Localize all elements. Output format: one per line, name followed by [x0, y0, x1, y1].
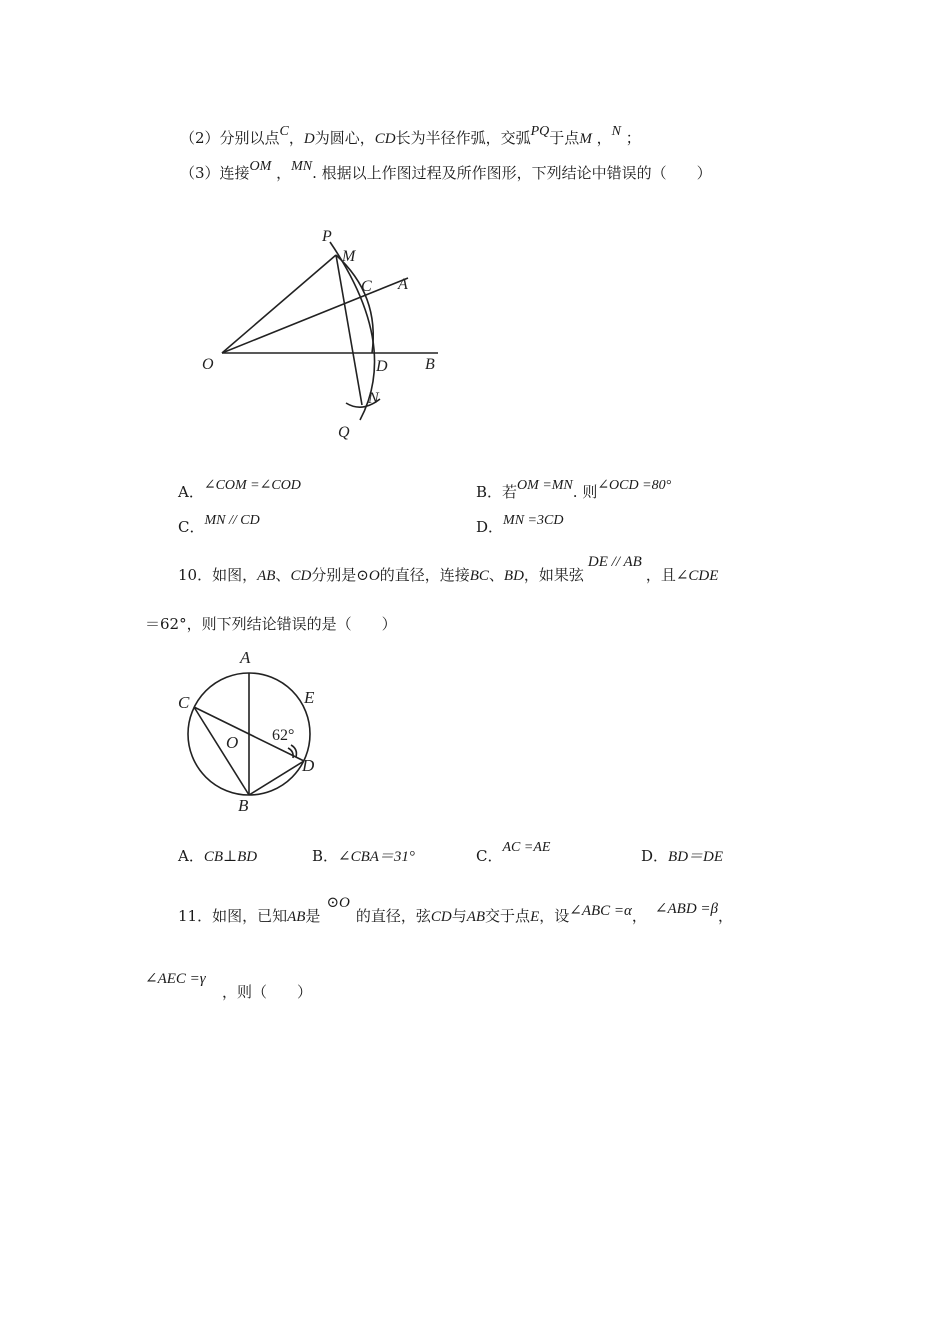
- label-B: B: [425, 356, 435, 373]
- q10-option-b[interactable]: B．∠CBA＝31°: [312, 847, 415, 865]
- label-P: P: [322, 228, 332, 245]
- q11-stem-line2: ∠AEC =γ: [145, 971, 206, 987]
- q9-figure: [190, 215, 460, 450]
- q10-option-c[interactable]: C．AC =AE: [476, 840, 551, 865]
- q11-stem-line3: ，则（ ）: [222, 983, 313, 1001]
- q10-option-a[interactable]: A．CB⊥BD: [178, 847, 258, 865]
- label-O: O: [226, 733, 239, 752]
- q9-option-b[interactable]: B．若OM =MN. 则∠OCD =80°: [476, 478, 672, 501]
- q9-step2: （2）分别以点C，D为圆心，CD长为半径作弧，交弧PQ于点M ，N ；: [180, 124, 641, 147]
- q10-stem: 10．如图，AB、CD分别是⊙O的直径，连接BC、BD，如果弦DE // AB，且∠CDE: [178, 554, 719, 584]
- q9-step3: （3）连接OM ，MN. 根据以上作图过程及所作图形，下列结论中错误的（ ）: [180, 159, 712, 182]
- label-A: A: [240, 648, 251, 667]
- label-D: D: [376, 358, 388, 375]
- label-D: D: [302, 756, 315, 775]
- label-A: A: [398, 276, 408, 293]
- label-C: C: [178, 693, 190, 712]
- label-O: O: [202, 356, 214, 373]
- label-B: B: [238, 796, 249, 815]
- q9-option-d[interactable]: D．MN =3CD: [476, 513, 564, 536]
- q9-option-a[interactable]: A．∠COM =∠COD: [178, 478, 301, 501]
- label-N: N: [368, 390, 379, 407]
- label-E: E: [304, 688, 315, 707]
- q10-figure: [172, 645, 332, 817]
- label-C: C: [361, 278, 372, 295]
- q10-stem-line2: ＝62°，则下列结论错误的是（ ）: [145, 615, 397, 633]
- q9-option-c[interactable]: C．MN // CD: [178, 513, 260, 536]
- q10-option-d[interactable]: D．BD＝DE: [641, 847, 724, 865]
- q11-stem: 11．如图，已知AB是⊙O的直径，弦CD与AB交于点E，设∠ABC =α， ∠ABD =β，: [178, 895, 734, 925]
- label-Q: Q: [338, 424, 350, 441]
- label-M: M: [342, 248, 356, 265]
- angle-label: 62°: [272, 727, 295, 744]
